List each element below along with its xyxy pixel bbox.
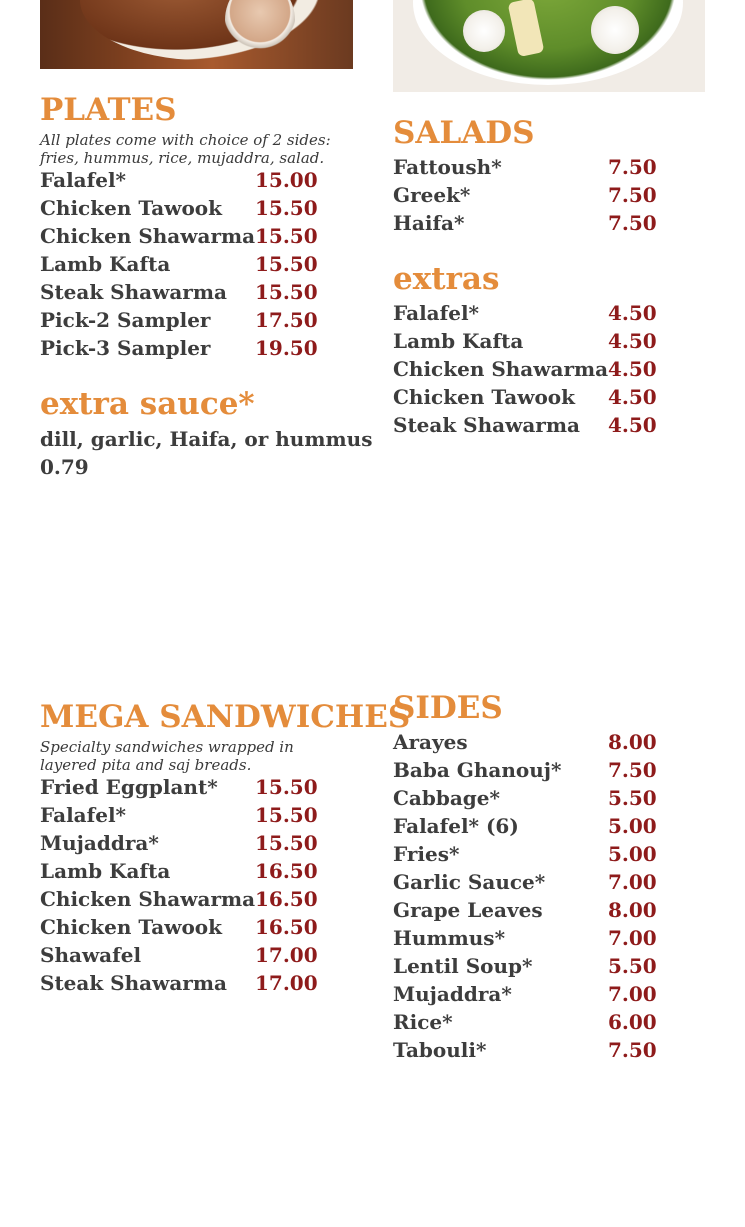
menu-item-name: Lamb Kafta bbox=[40, 859, 171, 883]
menu-item-name: Baba Ghanouj* bbox=[393, 758, 562, 782]
menu-item-price: 15.50 bbox=[255, 252, 318, 276]
radish-slice-shape bbox=[591, 6, 639, 54]
menu-item-price: 4.50 bbox=[608, 385, 657, 409]
menu-item-name: Steak Shawarma bbox=[40, 280, 227, 304]
menu-item-price: 15.50 bbox=[255, 196, 318, 220]
menu-item-price: 8.00 bbox=[608, 730, 657, 754]
sides-heading: SIDES bbox=[393, 690, 503, 726]
menu-item-price: 17.50 bbox=[255, 308, 318, 332]
plates-note-line2: fries, hummus, rice, mujaddra, salad. bbox=[40, 149, 325, 167]
menu-item-price: 5.50 bbox=[608, 954, 657, 978]
menu-item-price: 15.50 bbox=[255, 775, 318, 799]
menu-item-name: Lamb Kafta bbox=[40, 252, 171, 276]
mega-sandwiches-heading: MEGA SANDWICHES bbox=[40, 699, 411, 735]
menu-item-price: 17.00 bbox=[255, 971, 318, 995]
menu-item-price: 5.00 bbox=[608, 814, 657, 838]
menu-item-name: Garlic Sauce* bbox=[393, 870, 546, 894]
menu-item-price: 6.00 bbox=[608, 1010, 657, 1034]
menu-item-price: 15.50 bbox=[255, 803, 318, 827]
menu-item-name: Fattoush* bbox=[393, 155, 502, 179]
menu-item-price: 4.50 bbox=[608, 413, 657, 437]
plates-note-line1: All plates come with choice of 2 sides: bbox=[40, 131, 331, 149]
menu-item-name: Chicken Tawook bbox=[393, 385, 576, 409]
menu-item-name: Mujaddra* bbox=[393, 982, 512, 1006]
extra-sauce-options: dill, garlic, Haifa, or hummus bbox=[40, 427, 373, 451]
menu-item-price: 4.50 bbox=[608, 357, 657, 381]
menu-item-name: Arayes bbox=[393, 730, 468, 754]
menu-item-price: 4.50 bbox=[608, 301, 657, 325]
menu-item-price: 15.50 bbox=[255, 280, 318, 304]
menu-item-name: Chicken Tawook bbox=[40, 196, 223, 220]
menu-item-price: 8.00 bbox=[608, 898, 657, 922]
menu-item-price: 16.50 bbox=[255, 859, 318, 883]
menu-item-name: Shawafel bbox=[40, 943, 142, 967]
menu-item-price: 7.50 bbox=[608, 1038, 657, 1062]
menu-item-price: 5.50 bbox=[608, 786, 657, 810]
menu-item-name: Lentil Soup* bbox=[393, 954, 533, 978]
menu-item-price: 7.50 bbox=[608, 155, 657, 179]
menu-item-price: 4.50 bbox=[608, 329, 657, 353]
menu-item-name: Haifa* bbox=[393, 211, 465, 235]
menu-item-price: 16.50 bbox=[255, 887, 318, 911]
menu-item-name: Pick-3 Sampler bbox=[40, 336, 211, 360]
menu-item-price: 17.00 bbox=[255, 943, 318, 967]
menu-item-name: Fries* bbox=[393, 842, 460, 866]
radish-slice-shape bbox=[463, 10, 505, 52]
menu-item-name: Grape Leaves bbox=[393, 898, 543, 922]
plate-food-photo bbox=[40, 0, 353, 69]
menu-item-name: Rice* bbox=[393, 1010, 453, 1034]
menu-item-name: Falafel* bbox=[40, 168, 127, 192]
menu-item-price: 15.50 bbox=[255, 831, 318, 855]
extra-sauce-heading: extra sauce* bbox=[40, 386, 255, 422]
menu-item-name: Falafel* (6) bbox=[393, 814, 519, 838]
plates-heading: PLATES bbox=[40, 92, 177, 128]
menu-item-price: 7.50 bbox=[608, 211, 657, 235]
extra-sauce-price: 0.79 bbox=[40, 455, 89, 479]
salad-photo bbox=[393, 0, 705, 92]
menu-item-name: Pick-2 Sampler bbox=[40, 308, 211, 332]
salad-bowl-shape bbox=[413, 0, 683, 85]
extras-heading: extras bbox=[393, 261, 500, 297]
menu-item-name: Mujaddra* bbox=[40, 831, 159, 855]
menu-item-name: Steak Shawarma bbox=[393, 413, 580, 437]
menu-item-name: Tabouli* bbox=[393, 1038, 487, 1062]
menu-item-name: Chicken Shawarma bbox=[40, 224, 256, 248]
menu-item-price: 7.50 bbox=[608, 183, 657, 207]
menu-item-name: Hummus* bbox=[393, 926, 506, 950]
menu-item-price: 19.50 bbox=[255, 336, 318, 360]
menu-item-price: 15.50 bbox=[255, 224, 318, 248]
menu-item-name: Cabbage* bbox=[393, 786, 500, 810]
mega-sandwiches-note-line2: layered pita and saj breads. bbox=[40, 756, 252, 774]
menu-item-price: 7.00 bbox=[608, 870, 657, 894]
menu-item-price: 15.00 bbox=[255, 168, 318, 192]
mega-sandwiches-note-line1: Specialty sandwiches wrapped in bbox=[40, 738, 294, 756]
menu-item-name: Chicken Tawook bbox=[40, 915, 223, 939]
menu-item-name: Lamb Kafta bbox=[393, 329, 524, 353]
salads-heading: SALADS bbox=[393, 115, 535, 151]
menu-item-price: 16.50 bbox=[255, 915, 318, 939]
menu-item-name: Fried Eggplant* bbox=[40, 775, 218, 799]
menu-item-name: Falafel* bbox=[40, 803, 127, 827]
menu-item-price: 7.00 bbox=[608, 982, 657, 1006]
menu-item-name: Chicken Shawarma bbox=[40, 887, 256, 911]
menu-item-price: 7.00 bbox=[608, 926, 657, 950]
menu-item-name: Falafel* bbox=[393, 301, 480, 325]
menu-item-price: 5.00 bbox=[608, 842, 657, 866]
menu-item-price: 7.50 bbox=[608, 758, 657, 782]
menu-item-name: Greek* bbox=[393, 183, 471, 207]
menu-item-name: Steak Shawarma bbox=[40, 971, 227, 995]
menu-item-name: Chicken Shawarma bbox=[393, 357, 609, 381]
